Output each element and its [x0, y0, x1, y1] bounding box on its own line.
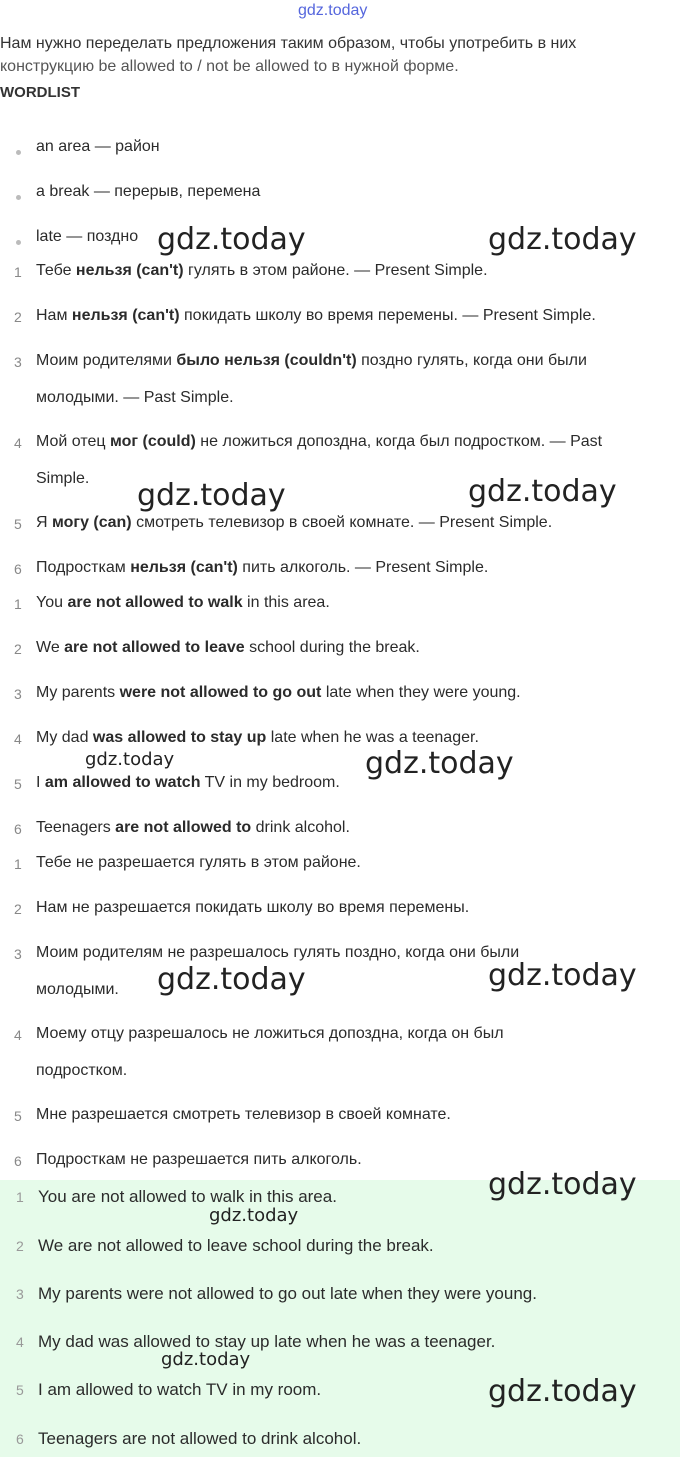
list-item: Подросткам нельзя (can't) пить алкоголь. — Present Simple.	[36, 559, 489, 576]
wordlist-item: a break — перерыв, перемена	[36, 183, 261, 200]
item-number: 3	[16, 1286, 24, 1302]
list-item: Нам нельзя (can't) покидать школу во время перемены. — Present Simple.	[36, 307, 596, 324]
list-item: Teenagers are not allowed to drink alcohol.	[36, 819, 350, 836]
answer-item: I am allowed to watch TV in my room.	[38, 1380, 322, 1399]
item-number: 4	[14, 1027, 22, 1043]
item-number: 3	[14, 686, 22, 702]
item-number: 1	[14, 856, 22, 872]
item-number: 2	[16, 1238, 24, 1254]
list-item-cont: Simple.	[36, 470, 90, 487]
item-number: 2	[14, 309, 22, 325]
item-number: 5	[14, 516, 22, 532]
answer-item: Teenagers are not allowed to drink alcohol.	[38, 1429, 362, 1448]
list-item: Моему отцу разрешалось не ложиться допоздна, когда он был	[36, 1025, 504, 1042]
item-number: 1	[14, 264, 22, 280]
list-item: My dad was allowed to stay up late when he was a teenager.	[36, 729, 479, 746]
watermark-text: gdz.today	[209, 1205, 299, 1226]
list-item: Моим родителям не разрешалось гулять поздно, когда они были	[36, 944, 520, 961]
list-item-cont: подростком.	[36, 1062, 128, 1079]
item-number: 1	[16, 1189, 24, 1205]
list-item: Подросткам не разрешается пить алкоголь.	[36, 1151, 362, 1168]
bullet-icon	[16, 150, 21, 155]
intro-text: Нам нужно переделать предложения таким образом, чтобы употребить в них	[0, 35, 577, 52]
watermark-text: gdz.today	[157, 222, 306, 257]
list-item-cont: молодыми. — Past Simple.	[36, 389, 234, 406]
watermark-text: gdz.today	[365, 746, 514, 781]
intro-cut-line	[0, 58, 680, 76]
list-item: Нам не разрешается покидать школу во время перемены.	[36, 899, 470, 916]
item-number: 5	[14, 776, 22, 792]
watermark-top: gdz.today	[298, 2, 368, 19]
watermark-text: gdz.today	[488, 1374, 637, 1409]
list-item: Мой отец мог (could) не ложиться допоздна, когда был подростком. — Past	[36, 433, 603, 450]
answer-item: My dad was allowed to stay up late when he was a teenager.	[38, 1332, 496, 1351]
list-item: I am allowed to watch TV in my bedroom.	[36, 774, 340, 791]
watermark-text: gdz.today	[488, 958, 637, 993]
list-item-cont: молодыми.	[36, 981, 119, 998]
item-number: 6	[14, 561, 22, 577]
list-item: Тебе не разрешается гулять в этом районе.	[36, 854, 361, 871]
item-number: 3	[14, 946, 22, 962]
item-number: 4	[14, 435, 22, 451]
wordlist-item: an area — район	[36, 138, 160, 155]
bullet-icon	[16, 195, 21, 200]
wordlist-item: late — поздно	[36, 228, 139, 245]
bullet-icon	[16, 240, 21, 245]
item-number: 6	[14, 1153, 22, 1169]
list-item: Тебе нельзя (can't) гулять в этом районе. — Present Simple.	[36, 262, 488, 279]
answer-item: You are not allowed to walk in this area.	[38, 1187, 337, 1206]
answer-item: We are not allowed to leave school during the break.	[38, 1236, 434, 1255]
item-number: 3	[14, 354, 22, 370]
list-item: We are not allowed to leave school during the break.	[36, 639, 420, 656]
item-number: 2	[14, 641, 22, 657]
item-number: 5	[16, 1382, 24, 1398]
item-number: 5	[14, 1108, 22, 1124]
list-item: Мне разрешается смотреть телевизор в своей комнате.	[36, 1106, 451, 1123]
list-item: Я могу (can) смотреть телевизор в своей комнате. — Present Simple.	[36, 514, 553, 531]
answers-panel	[0, 1180, 680, 1457]
list-item: My parents were not allowed to go out late when they were young.	[36, 684, 521, 701]
watermark-text: gdz.today	[488, 222, 637, 257]
intro-cut-text: конструкцию be allowed to / not be allowed to в нужной форме.	[0, 58, 459, 75]
watermark-text: gdz.today	[468, 474, 617, 509]
watermark-text: gdz.today	[137, 478, 286, 513]
watermark-text: gdz.today	[85, 749, 175, 770]
item-number: 6	[14, 821, 22, 837]
list-item: Моим родителями было нельзя (couldn't) поздно гулять, когда они были	[36, 352, 587, 369]
watermark-text: gdz.today	[161, 1349, 251, 1370]
item-number: 6	[16, 1431, 24, 1447]
watermark-text: gdz.today	[157, 962, 306, 997]
item-number: 4	[16, 1334, 24, 1350]
list-item: You are not allowed to walk in this area.	[36, 594, 330, 611]
item-number: 2	[14, 901, 22, 917]
item-number: 4	[14, 731, 22, 747]
item-number: 1	[14, 596, 22, 612]
wordlist-title: WORDLIST	[0, 84, 80, 101]
answer-item: My parents were not allowed to go out late when they were young.	[38, 1284, 537, 1303]
watermark-text: gdz.today	[488, 1167, 637, 1202]
